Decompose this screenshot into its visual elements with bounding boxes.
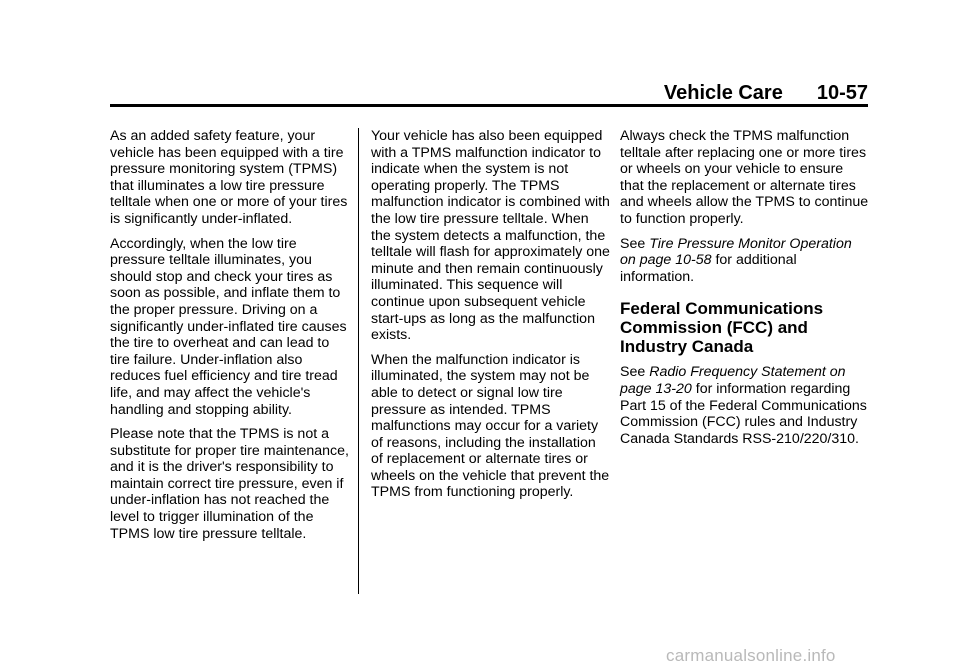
paragraph-text: for additional information. <box>620 252 797 285</box>
cross-reference-link[interactable]: Tire Pressure Monitor Operation on page 10-58 <box>620 235 852 269</box>
paragraph-text: for information regarding Part 15 of the Federal Communications Commission (FCC) rules and Industry Canada Standards RSS-210/220/310. <box>620 380 867 447</box>
page-number: 10-57 <box>816 82 868 104</box>
paragraph: Always check the TPMS malfunction telltale after replacing one or more tires or wheels on your vehicle to ensure that the replacement or alternate tires and wheels allow the TPMS to continue to function properly. <box>620 128 869 227</box>
column-divider <box>358 128 359 594</box>
header-rule <box>110 104 868 107</box>
column-1 <box>110 128 350 550</box>
column-2 <box>371 128 611 509</box>
paragraph <box>620 364 870 447</box>
paragraph <box>620 236 870 286</box>
section-subheading: Federal Communications Commission (FCC) and Industry Canada <box>620 299 824 357</box>
section-title: Vehicle Care <box>663 82 783 104</box>
paragraph: Your vehicle has also been equipped with a TPMS malfunction indicator to indicate when the system is not operating properly. The TPMS malfunction indicator is combined with the low tire pressure telltale. When the system detects a malfunction, the telltale will flash for approximately one minute and then remain continuously illuminated. This sequence will continue upon subsequent vehicle start-ups as long as the malfunction exists. <box>371 128 610 344</box>
paragraph: As an added safety feature, your vehicle has been equipped with a tire pressure monitoring system (TPMS) that illuminates a low tire pressure telltale when one or more of your tires is significantly under-inflated. <box>110 128 348 227</box>
paragraph: Please note that the TPMS is not a substitute for proper tire maintenance, and it is the driver's responsibility to maintain correct tire pressure, even if under-inflation has not reached the level to trigger illumination of the TPMS low tire pressure telltale. <box>110 426 349 542</box>
see-text: See <box>620 364 646 381</box>
paragraph: Accordingly, when the low tire pressure telltale illuminates, you should stop and check your tires as soon as possible, and inflate them to the proper pressure. Driving on a significantly under-inflated tire causes the tire to overheat and can lead to tire failure. Under-inflation also reduces fuel efficiency and tire tread life, and may affect the vehicle's handling and stopping ability. <box>110 235 347 418</box>
paragraph: When the malfunction indicator is illuminated, the system may not be able to detect or signal low tire pressure as intended. TPMS malfunctions may occur for a variety of reasons, including the installation of replacement or alternate tires or wheels on the vehicle that prevent the TPMS from functioning properly. <box>371 351 610 501</box>
watermark: carmanualsonline.info <box>666 646 836 665</box>
column-3 <box>620 128 870 455</box>
cross-reference-link[interactable]: Radio Frequency Statement on page 13-20 <box>620 364 846 397</box>
see-text: See <box>620 235 646 252</box>
page-header <box>110 82 868 104</box>
